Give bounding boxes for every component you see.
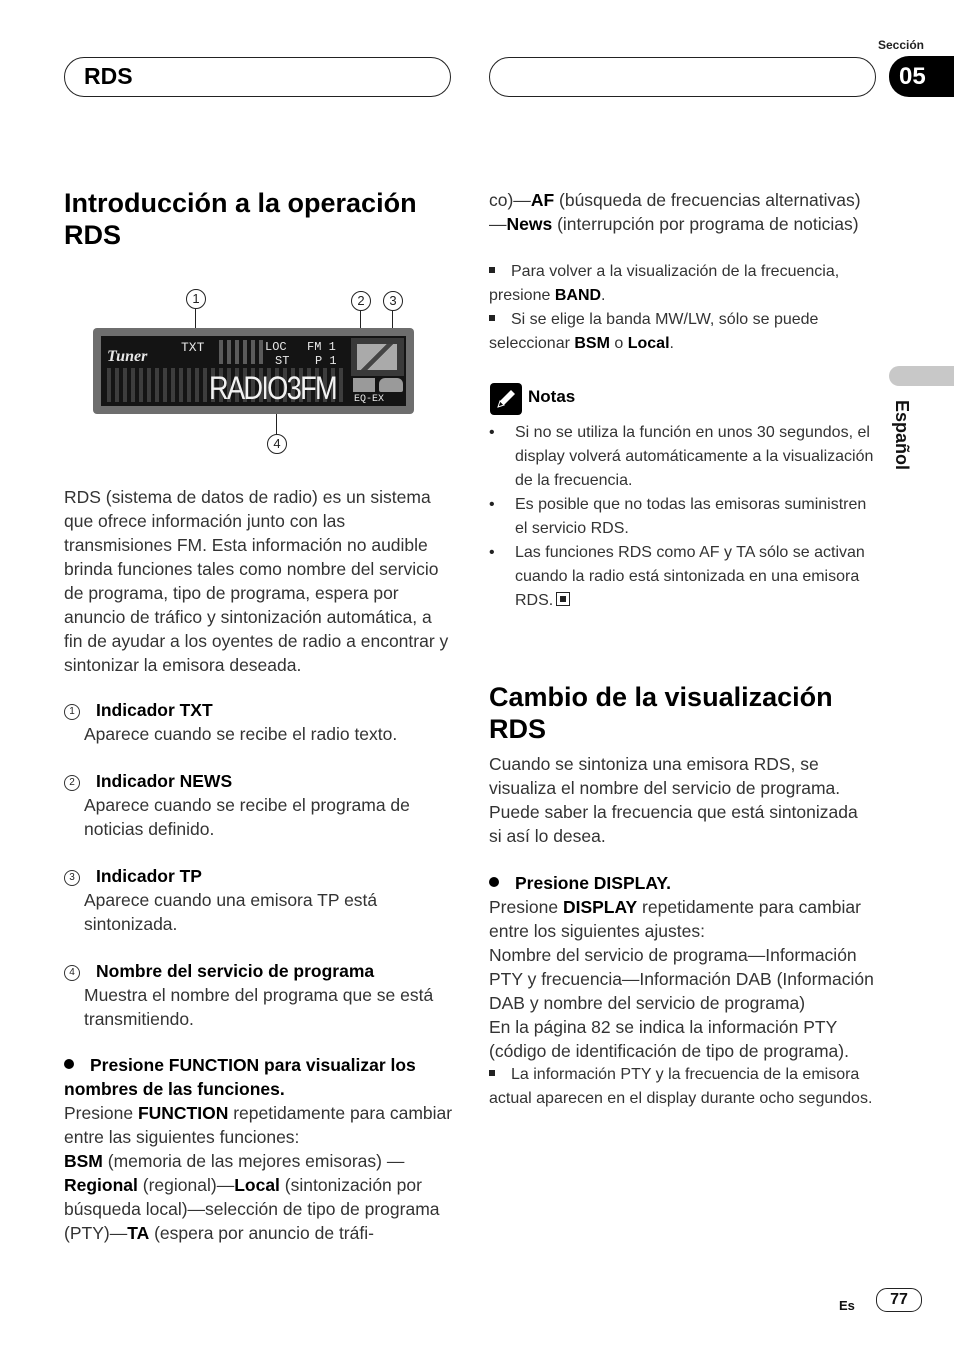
item-title: Indicador TP [96, 866, 202, 886]
item-description: Aparece cuando una emisora TP está sintonizada. [84, 890, 378, 934]
step-body: Presione DISPLAY repetidamente para cambiar entre los siguientes ajustes: Nombre del servicio de programa—Información PTY y frecuencia—Información DAB (Información DAB y nombre del servicio de programa) En la página 82 se indica la información PTY (código de identificación de tipo de programa). [489, 897, 874, 1061]
bullet-dot-icon [489, 877, 499, 887]
callout-4: 4 [267, 434, 287, 454]
section-number-badge: 05 [889, 56, 954, 97]
notes-label: Notas [528, 387, 576, 406]
band-note: Para volver a la visualización de la frecuencia, presione BAND. [489, 263, 840, 304]
display-intro: Cuando se sintoniza una emisora RDS, se visualiza el nombre del servicio de programa. Puede saber la frecuencia que está sintonizada si así lo desea. [489, 754, 858, 846]
intro-paragraph: RDS (sistema de datos de radio) es un sistema que ofrece información junto con las transmisiones FM. Esta información no audible brinda funciones tales como nombre del servicio de programa, tipo de programa, espera por anuncio de tráfico y sintonización automática, a fin de ayudar a los oyentes de radio a encontrar y sintonizar la emisora deseada. [64, 487, 449, 675]
footer-lang-code: Es [839, 1298, 855, 1313]
language-label: Español [892, 400, 912, 471]
step-title: Presione FUNCTION para visualizar los nombres de las funciones. [64, 1055, 416, 1099]
item-number: 1 [64, 704, 80, 720]
section-title: RDS [84, 63, 133, 89]
square-bullet-icon [489, 1070, 495, 1076]
page-number: 77 [876, 1288, 922, 1312]
section-title-pill [64, 57, 451, 97]
item-description: Aparece cuando se recibe el radio texto. [84, 724, 398, 744]
st-indicator: ST [275, 354, 290, 368]
station-name-display: RADIO3FM [209, 370, 336, 406]
notes-list [489, 421, 874, 613]
note-item: • Si no se utiliza la función en unos 30 segundos, el display volverá automáticamente a la visualización de la frecuencia. [489, 421, 874, 493]
key-local: Local [234, 1175, 280, 1195]
key-band: BAND [554, 287, 602, 304]
volume-shape [357, 344, 397, 370]
item-description: Muestra el nombre del programa que se está transmitiendo. [84, 985, 434, 1029]
news-indicator-icon [353, 378, 375, 392]
step-body: Presione FUNCTION repetidamente para cambiar entre las siguientes funciones: BSM (memoria de las mejores emisoras) —Regional (regional)—Local (sintonización por búsqueda local)—selección de tipo de programa (PTY)—TA (espera por anuncio de tráfi- [64, 1103, 453, 1243]
end-mark-icon [556, 592, 570, 606]
intro-heading: Introducción a la operación RDS [64, 188, 417, 250]
note-item: • Las funciones RDS como AF y TA sólo se activan cuando la radio está sintonizada en una emisora RDS. [489, 541, 874, 613]
display-step [489, 871, 874, 1111]
step-title: Presione DISPLAY. [515, 873, 671, 893]
mwlw-note: Si se elige la banda MW/LW, sólo se puede seleccionar BSM o Local. [489, 311, 819, 352]
function-step [64, 1053, 454, 1245]
callout-2: 2 [351, 291, 371, 311]
indicator-list [64, 698, 454, 1031]
key-bsm: BSM [64, 1151, 103, 1171]
volume-graphic [351, 338, 404, 376]
notes-pencil-icon [490, 383, 522, 415]
key-ta: TA [127, 1223, 150, 1243]
indicator-item [64, 959, 454, 1031]
key-regional: Regional [64, 1175, 138, 1195]
callout-3: 3 [383, 291, 403, 311]
loc-indicator: LOC [265, 340, 287, 354]
key-local: Local [627, 335, 670, 352]
key-function: FUNCTION [137, 1103, 229, 1123]
display-heading: Cambio de la visualización RDS [489, 682, 833, 744]
key-bsm: BSM [574, 335, 610, 352]
preset-indicator: P 1 [315, 354, 337, 368]
indicator-item [64, 698, 454, 746]
lcd-screen [101, 336, 406, 406]
txt-indicator: TXT [181, 340, 205, 355]
radio-display-illustration [93, 328, 414, 414]
square-bullet-icon [489, 267, 495, 273]
key-display: DISPLAY [562, 897, 638, 917]
language-tab [889, 366, 954, 386]
header-empty-pill [489, 57, 876, 97]
item-title: Nombre del servicio de programa [96, 961, 375, 981]
item-number: 2 [64, 775, 80, 791]
lcd-segment-bars [219, 340, 263, 364]
item-title: Indicador TXT [96, 700, 213, 720]
eq-ex-indicator: EQ-EX [354, 394, 385, 405]
function-list-continued: co)—AF (búsqueda de frecuencias alternativas)—News (interrupción por programa de noticias) [489, 190, 861, 234]
square-bullet-icon [489, 315, 495, 321]
section-label: Sección [877, 38, 925, 52]
key-news: News [506, 214, 553, 234]
key-af: AF [530, 190, 555, 210]
indicator-item [64, 769, 454, 841]
indicator-item [64, 864, 454, 936]
lcd-brand: Tuner [107, 348, 148, 365]
item-title: Indicador NEWS [96, 771, 233, 791]
callout-1: 1 [186, 289, 206, 309]
item-number: 4 [64, 965, 80, 981]
tp-indicator-icon [379, 378, 403, 392]
item-description: Aparece cuando se recibe el programa de noticias definido. [84, 795, 410, 839]
band-indicator: FM 1 [307, 340, 336, 354]
bullet-dot-icon [64, 1059, 74, 1069]
item-number: 3 [64, 870, 80, 886]
note-item: • Es posible que no todas las emisoras suministren el servicio RDS. [489, 493, 874, 541]
pty-note: La información PTY y la frecuencia de la emisora actual aparecen en el display durante ocho segundos. [489, 1066, 873, 1107]
